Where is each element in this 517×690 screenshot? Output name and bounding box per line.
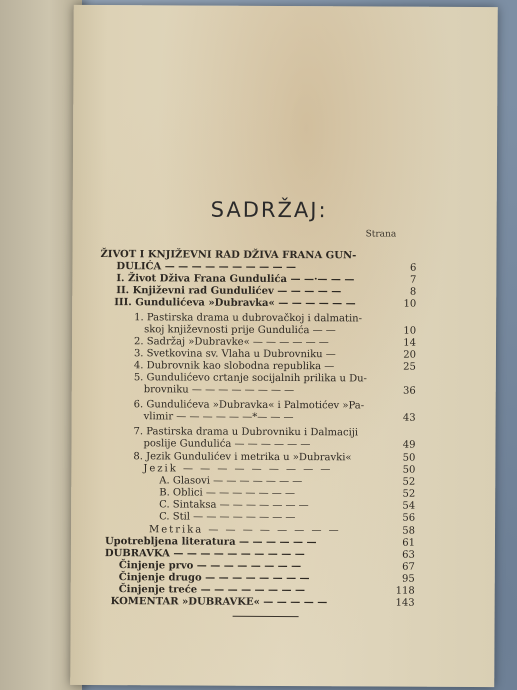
closing-rule	[233, 616, 299, 617]
toc-entry: DULIĆA — — — — — — — — — —	[116, 261, 297, 274]
toc-page-number: 36	[403, 385, 416, 397]
toc-page-number: 50	[402, 464, 416, 476]
toc-entry: B. Oblici — — — — — — —	[159, 487, 296, 500]
toc-entry: III. Gundulićeva »Dubravka« — — — — — —	[114, 297, 356, 310]
toc-page-number: 118	[395, 585, 415, 597]
toc-page-number: 25	[403, 361, 416, 373]
toc-entry: DUBRAVKA — — — — — — — — — —	[104, 548, 305, 561]
toc-entry: poslije Gundulića — — — — — —	[143, 438, 311, 451]
toc-page-number: 54	[402, 500, 416, 512]
toc-entry: 4. Dubrovnik kao slobodna republika —	[133, 360, 335, 373]
toc-entry: 2. Sadržaj »Dubravke« — — — — — —	[133, 336, 329, 349]
toc-page-number: 143	[395, 597, 415, 609]
toc-page-number: 10	[403, 325, 417, 337]
toc-page-number: 20	[403, 349, 416, 361]
toc-entry: KOMENTAR »DUBRAVKE« — — — — —	[110, 596, 328, 609]
toc-page-number: 52	[402, 488, 416, 500]
toc-page-number: 10	[403, 298, 417, 310]
toc-entry: II. Književni rad Gundulićev — — — — —	[116, 285, 342, 298]
toc-entry: 7. Pastirska drama u Dubrovniku i Dalmaciji	[133, 426, 359, 439]
book-cover-edge	[0, 0, 82, 690]
toc-entry: Metrika — — — — — — — —	[149, 524, 341, 537]
toc-entry: Činjenje treće — — — — — — — —	[118, 584, 306, 597]
page-column-label: Strana	[365, 229, 397, 240]
toc-entry: 3. Svetkovina sv. Vlaha u Dubrovniku —	[133, 348, 336, 361]
toc-entry: 5. Gundulićevo crtanje socijalnih prilika u Du-	[133, 372, 367, 385]
toc-page-number: 56	[402, 512, 416, 524]
toc-page-number: 14	[403, 337, 417, 349]
book-page	[70, 5, 498, 687]
toc-entry: Činjenje drugo — — — — — — — —	[118, 572, 310, 585]
toc-page-number: 43	[402, 412, 416, 424]
toc-page-number: 49	[402, 439, 416, 451]
toc-entry: A. Glasovi — — — — — — —	[159, 475, 303, 488]
toc-page-number: 63	[402, 549, 415, 561]
toc-entry: ŽIVOT I KNJIŽEVNI RAD DŽIVA FRANA GUN-	[100, 249, 357, 262]
toc-page-number: 61	[402, 537, 415, 549]
toc-page-number: 7	[409, 274, 417, 286]
table-of-contents	[70, 5, 498, 687]
toc-page-number: 95	[402, 573, 415, 585]
toc-entry: 1. Pastirska drama u dubrovačkoj i dalmatin-	[134, 312, 363, 325]
toc-entry: vlimir — — — — — —*— — —	[143, 411, 294, 424]
toc-entry: skoj književnosti prije Gundulića — —	[144, 324, 336, 337]
toc-entry: brovniku — — — — — — — —	[143, 384, 295, 397]
toc-entry: Činjenje prvo — — — — — — — —	[118, 560, 302, 573]
toc-entry: 6. Gundulićeva »Dubravka« i Palmotićev »Pa-	[133, 399, 365, 412]
toc-entry: Jezik — — — — — — — — —	[143, 463, 333, 476]
toc-page-number: 50	[402, 452, 416, 464]
toc-page-number: 58	[402, 525, 416, 537]
toc-page-number: 67	[402, 561, 415, 573]
toc-entry: C. Sintaksa — — — — — — —	[159, 499, 309, 512]
toc-page-number: 6	[410, 262, 417, 274]
toc-entry: C. Stil — — — — — — — —	[159, 511, 296, 524]
page-title: SADRŽAJ:	[210, 197, 328, 223]
toc-page-number: 8	[409, 286, 417, 298]
toc-entry: 8. Jezik Gundulićev i metrika u »Dubravki«	[133, 451, 352, 464]
toc-entry: I. Život Dživa Frana Gundulića — —·— — —	[116, 273, 355, 286]
toc-entry: Upotrebljena literatura — — — — — —	[104, 536, 317, 549]
toc-page-number: 52	[402, 476, 416, 488]
